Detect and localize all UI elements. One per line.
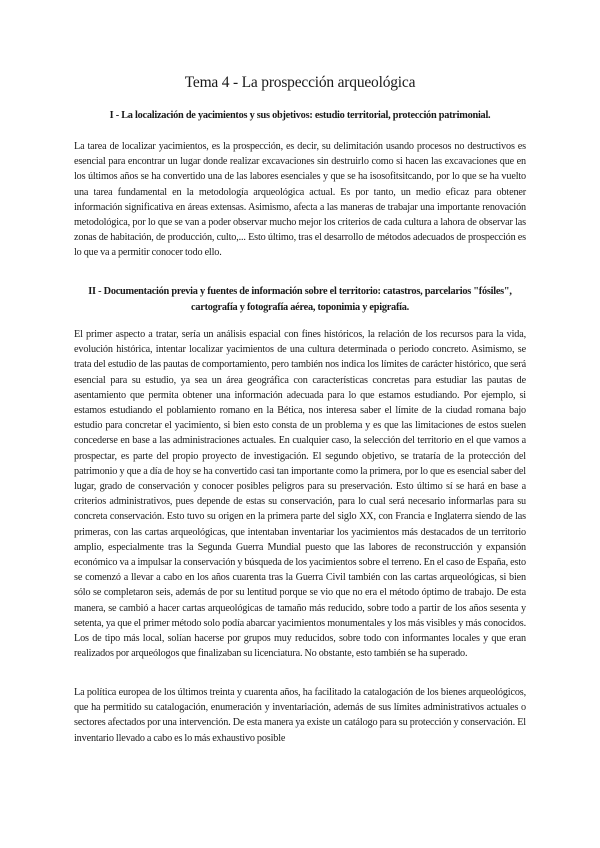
paragraph-3: La política europea de los últimos treinta y cuarenta años, ha facilitado la catalogación de los bienes arqueológicos, que ha permitido su catalogación, enumeración y inventariación, además de sus límites administrativos actuales o sectores afectados por una intervención. De esta manera ya existe un catálogo para su protección y conservación. El inventario llevado a cabo es lo más exhaustivo posible (74, 687, 526, 744)
section-heading-1: I - La localización de yacimientos y sus objetivos: estudio territorial, protección patrimonial. (109, 110, 491, 121)
document-title: Tema 4 - La prospección arqueológica (184, 74, 416, 91)
section-heading-2: II - Documentación previa y fuentes de información sobre el territorio: catastros, parcelarios "fósiles", cartografía y fotografía aérea, toponimia y epigrafía. (88, 286, 512, 313)
paragraph-1: La tarea de localizar yacimientos, es la prospección, es decir, su delimitación usando procesos no destructivos es esencial para encontrar un lugar donde realizar excavaciones sin destruirlo como si hacen las excavaciones que en los últimos años se ha convertido una de las labores esenciales y que se ha isosofitsitcando, por lo que se ha vuelto una tarea fundamental en la metodología arqueológica actual. Es por tanto, un medio eficaz para obtener información significativa en áreas extensas. Asimismo, afecta a las maneras de trabajar una importante renovación metodológica, por lo que se van a poder observar mucho mejor los criterios de cada cultura a lahora de observar las zonas de habitación, de producción, culto,... Esto último, tras el desarrollo de métodos adecuados de prospección es lo que va a permitir conocer todo ello. (74, 141, 526, 259)
paragraph-2: El primer aspecto a tratar, sería un análisis espacial con fines históricos, la relación de los recursos para la vida, evolución histórica, intentar localizar yacimientos de una cultura determinada o periodo concreto. Asimismo, se trata del estudio de las pautas de comportamiento, pero también nos indica los límites de carácter histórico, que será esencial para su estudio, ya sea un área geográfica con características concretas para estudiar las pautas de asentamiento que permita obtener una información adecuada para lo que estamos estudiando. Por ejemplo, si estamos estudiando el poblamiento romano en la Bética, nos interesa saber el límite de la ciudad romana bajo estudio para concretar el yacimiento, si bien esto consta de un problema y es que las limitaciones de estos suelen concederse en base a las administraciones actuales. En cualquier caso, la selección del territorio en el que vamos a prospectar, es parte del propio proyecto de investigación. El segundo objetivo, se trataría de la protección del patrimonio y que a día de hoy se ha convertido casi tan importante como la primera, por lo que es esencial saber del lugar, grado de conservación y conocer posibles peligros para su preservación. Esto último sí se hará en base a criterios administrativos, pues depende de estas su conservación, para lo cual será necesario informarlas para su concreta conservación. Esto tuvo su origen en la primera parte del siglo XX, con Francia e Inglaterra siendo de las primeras, con las cartas arqueológicas, que intentaban inventariar los yacimientos más destacados de un territorio amplio, especialmente tras la Segunda Guerra Mundial puesto que las labores de reconstrucción y expansión económico va a impulsar la conservación y búsqueda de los yacimientos sobre el terreno. En el caso de España, esto se comenzó a llevar a cabo en los años cuarenta tras la Guerra Civil también con las cartas arqueológicas, si bien sólo se completaron seis, además de por su lentitud porque se vio que no era el método óptimo de trabajo. De esta manera, se cambió a hacer cartas arqueológicas de tamaño más reducido, sobre todo a partir de los años sesenta y setenta, ya que el primer método solo podía abarcar yacimientos monumentales y los más visibles y más conocidos. Los de tipo más local, solían hacerse por grupos muy reducidos, sobre todo con informantes locales y que eran realizados por arqueólogos que finalizaban su licenciatura. No obstante, esto también se ha superado. (74, 329, 526, 660)
